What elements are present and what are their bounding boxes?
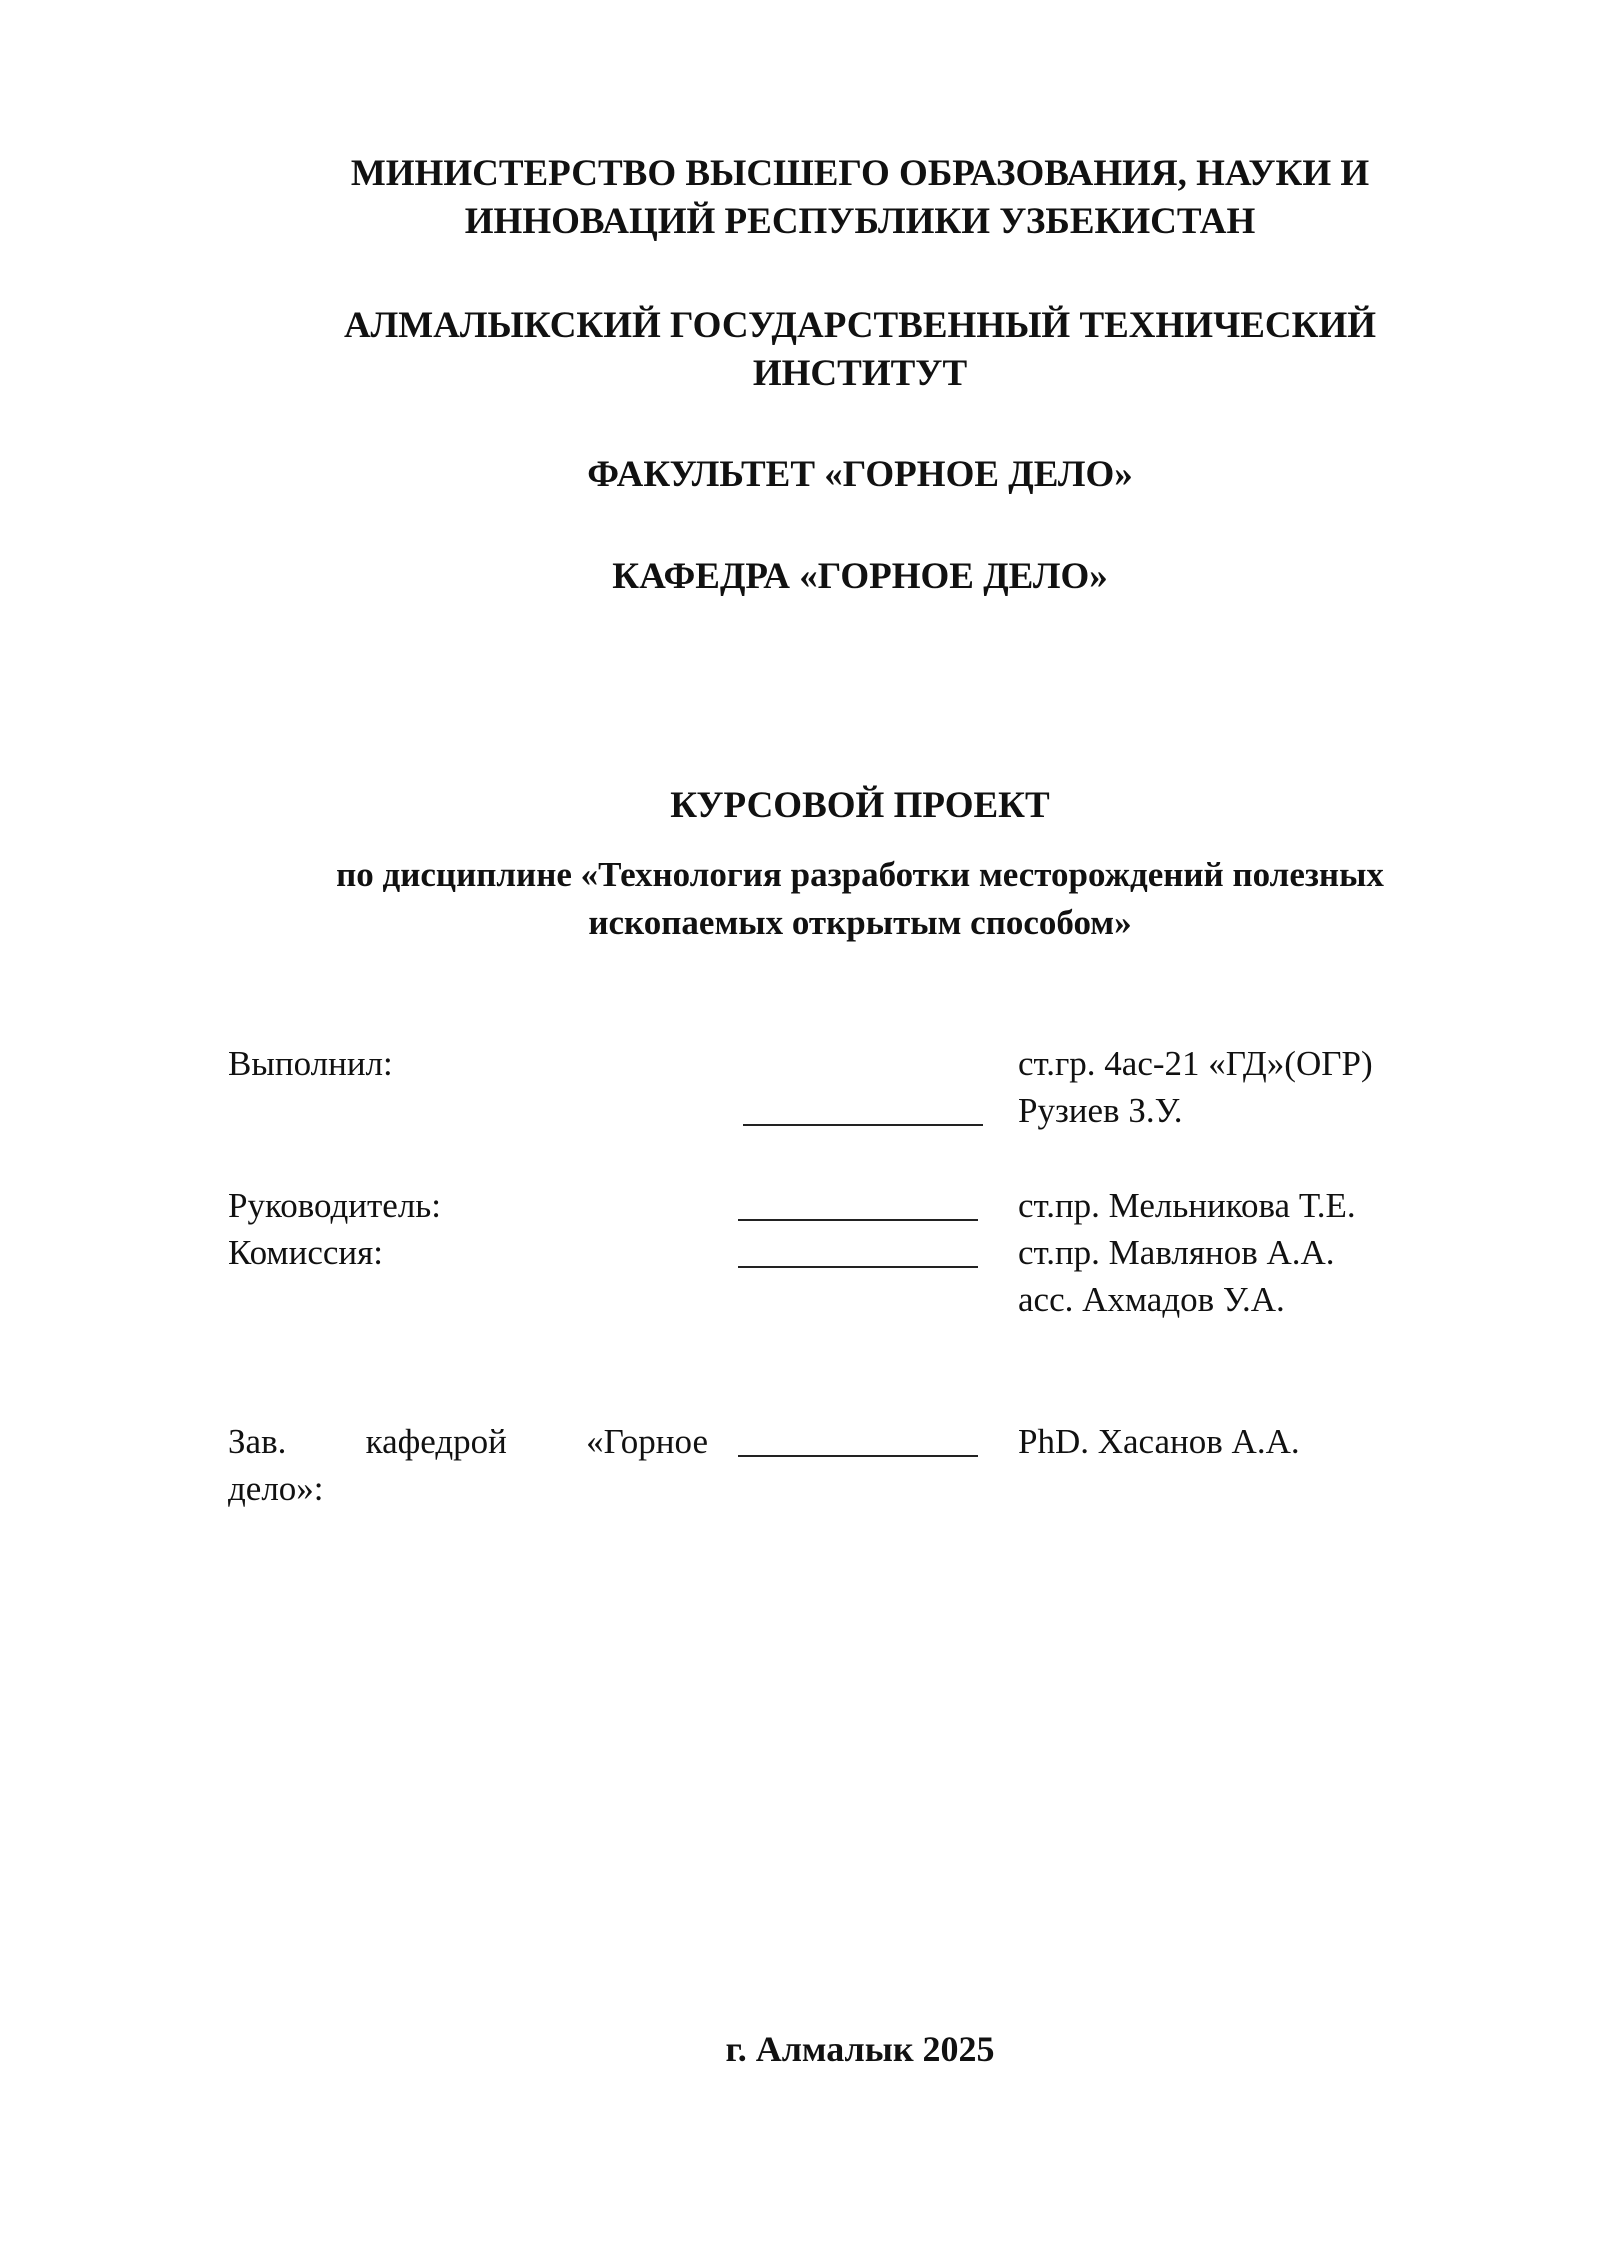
project-subtitle xyxy=(230,851,1490,947)
department-heading xyxy=(230,553,1490,601)
ministry-line-1: МИНИСТЕРСТВО ВЫСШЕГО ОБРАЗОВАНИЯ, НАУКИ И xyxy=(350,153,1370,194)
head-row xyxy=(228,1418,1428,1518)
institute-line-1: АЛМАЛЫКСКИЙ ГОСУДАРСТВЕННЫЙ ТЕХНИЧЕСКИЙ xyxy=(343,305,1377,346)
institute-heading xyxy=(230,302,1490,398)
commission-member-2: асс. Ахмадов У.А. xyxy=(1018,1280,1285,1319)
head-signature-line xyxy=(738,1418,978,1469)
commission-label: Комиссия: xyxy=(228,1233,383,1272)
supervisor-signature-line xyxy=(738,1182,978,1233)
project-subtitle-line-1: по дисциплине «Технология разработки месторождений полезных xyxy=(336,855,1384,894)
head-name: PhD. Хасанов А.А. xyxy=(1018,1422,1300,1461)
performed-group: ст.гр. 4ас-21 «ГД»(ОГР) xyxy=(1018,1044,1373,1083)
commission-signature-line xyxy=(738,1229,978,1280)
faculty-heading xyxy=(230,451,1490,499)
department-line: КАФЕДРА «ГОРНОЕ ДЕЛО» xyxy=(612,556,1108,597)
ministry-line-2: ИННОВАЦИЙ РЕСПУБЛИКИ УЗБЕКИСТАН xyxy=(464,201,1256,242)
project-title-main: КУРСОВОЙ ПРОЕКТ xyxy=(670,785,1050,826)
footer-city-year xyxy=(230,2025,1490,2073)
performed-label: Выполнил: xyxy=(228,1044,393,1083)
supervisor-label: Руководитель: xyxy=(228,1186,441,1225)
performed-signature-line xyxy=(743,1087,983,1138)
faculty-line: ФАКУЛЬТЕТ «ГОРНОЕ ДЕЛО» xyxy=(587,454,1133,495)
city-year-text: г. Алмалык 2025 xyxy=(725,2029,995,2069)
project-title xyxy=(230,782,1490,830)
head-label-line-2: дело»: xyxy=(228,1469,324,1508)
project-subtitle-line-2: ископаемых открытым способом» xyxy=(588,903,1132,942)
commission-member-1: ст.пр. Мавлянов А.А. xyxy=(1018,1233,1335,1272)
ministry-heading xyxy=(230,150,1490,246)
performed-name: Рузиев З.У. xyxy=(1018,1091,1183,1130)
institute-line-2: ИНСТИТУТ xyxy=(752,353,968,394)
supervisor-name: ст.пр. Мельникова Т.Е. xyxy=(1018,1186,1356,1225)
head-label-line-1: Зав. кафедрой «Горное xyxy=(228,1422,708,1461)
